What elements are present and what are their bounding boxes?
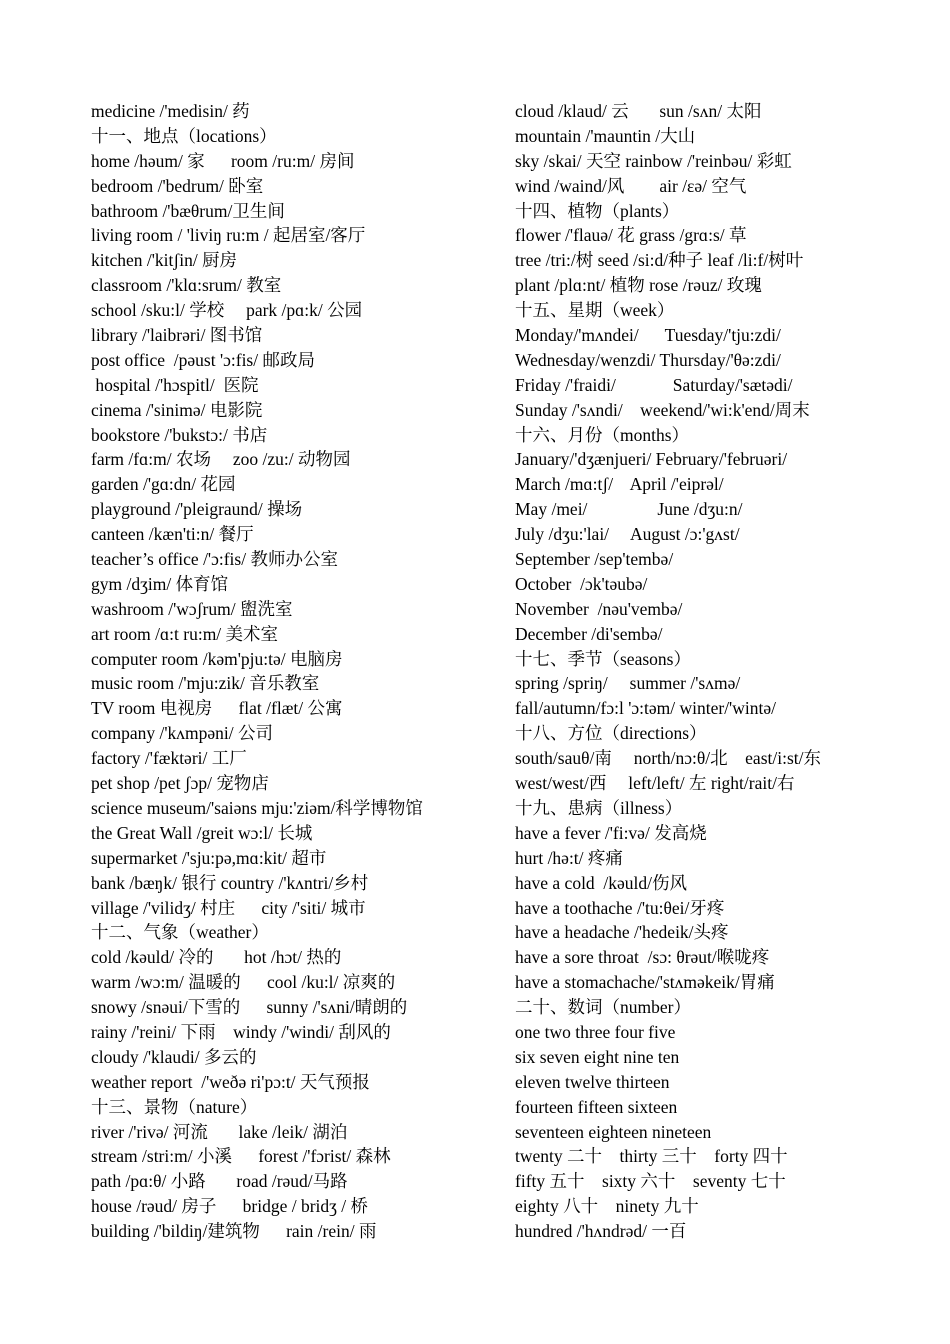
- vocabulary-line: hundred /'hʌndrəd/ 一百: [515, 1221, 687, 1242]
- vocabulary-line: house /rəud/ 房子 bridge / bridʒ / 桥: [91, 1196, 369, 1217]
- vocabulary-line: October /ɔk'təubə/: [515, 573, 648, 594]
- vocabulary-line: pet shop /pet ʃɔp/ 宠物店: [91, 773, 269, 794]
- vocabulary-line: mountain /'mauntin /大山: [515, 125, 696, 146]
- vocabulary-line: have a toothache /'tu:θei/牙疼: [515, 897, 725, 918]
- vocabulary-line: cinema /'sinimə/ 电影院: [91, 399, 263, 420]
- left-column: [91, 99, 501, 1244]
- vocabulary-line: art room /ɑ:t ru:m/ 美术室: [91, 623, 279, 644]
- vocabulary-line: medicine /'medisin/ 药: [91, 101, 250, 121]
- vocabulary-line: warm /wɔ:m/ 温暖的 cool /ku:l/ 凉爽的: [91, 972, 396, 993]
- vocabulary-line: bedroom /'bedrum/ 卧室: [91, 175, 264, 196]
- vocabulary-line: playground /'pleigraund/ 操场: [91, 499, 303, 520]
- vocabulary-line: one two three four five: [515, 1021, 676, 1042]
- vocabulary-line: flower /'flauə/ 花 grass /grɑ:s/ 草: [515, 225, 747, 246]
- vocabulary-line: Sunday /'sʌndi/ weekend/'wi:k'end/周末: [515, 399, 810, 420]
- vocabulary-line: library /'laibrəri/ 图书馆: [91, 325, 263, 346]
- vocabulary-line: sky /skai/ 天空 rainbow /'reinbəu/ 彩虹: [515, 150, 792, 171]
- vocabulary-line: music room /'mju:zik/ 音乐教室: [91, 673, 320, 694]
- vocabulary-line: hurt /hə:t/ 疼痛: [515, 847, 623, 868]
- vocabulary-line: have a fever /'fi:və/ 发高烧: [515, 822, 707, 843]
- vocabulary-line: snowy /snəui/下雪的 sunny /'sʌni/晴朗的: [91, 997, 408, 1018]
- vocabulary-line: 十六、月份（months）: [515, 424, 690, 445]
- vocabulary-line: twenty 二十 thirty 三十 forty 四十: [515, 1146, 788, 1167]
- vocabulary-line: teacher’s office /'ɔ:fis/ 教师办公室: [91, 549, 338, 570]
- vocabulary-line: hospital /'hɔspitl/ 医院: [91, 374, 259, 395]
- vocabulary-line: 十九、患病（illness）: [515, 797, 683, 818]
- vocabulary-line: factory /'fæktəri/ 工厂: [91, 748, 247, 769]
- vocabulary-line: building /'bildiŋ/建筑物 rain /rein/ 雨: [91, 1221, 377, 1242]
- vocabulary-line: 十五、星期（week）: [515, 300, 675, 321]
- vocabulary-line: river /'rivə/ 河流 lake /leik/ 湖泊: [91, 1121, 348, 1142]
- vocabulary-line: rainy /'reini/ 下雨 windy /'windi/ 刮风的: [91, 1021, 391, 1042]
- vocabulary-line: 十八、方位（directions）: [515, 723, 707, 744]
- vocabulary-line: wind /waind/风 air /εə/ 空气: [515, 175, 747, 196]
- vocabulary-line: eighty 八十 ninety 九十: [515, 1196, 699, 1217]
- vocabulary-line: cloudy /'klaudi/ 多云的: [91, 1046, 257, 1067]
- vocabulary-line: school /sku:l/ 学校 park /pɑ:k/ 公园: [91, 300, 363, 321]
- vocabulary-line: cloud /klaud/ 云 sun /sʌn/ 太阳: [515, 101, 762, 121]
- vocabulary-line: November /nəu'vembə/: [515, 598, 683, 619]
- vocabulary-line: path /pɑ:θ/ 小路 road /rəud/马路: [91, 1171, 348, 1192]
- vocabulary-line: eleven twelve thirteen: [515, 1071, 670, 1092]
- vocabulary-line: south/sauθ/南 north/nɔ:θ/北 east/i:st/东: [515, 748, 821, 769]
- vocabulary-line: seventeen eighteen nineteen: [515, 1121, 712, 1142]
- vocabulary-line: company /'kʌmpəni/ 公司: [91, 723, 274, 744]
- vocabulary-line: weather report /'weðə ri'pɔ:t/ 天气预报: [91, 1071, 370, 1092]
- vocabulary-line: spring /spriŋ/ summer /'sʌmə/: [515, 673, 741, 694]
- vocabulary-line: six seven eight nine ten: [515, 1046, 680, 1067]
- vocabulary-line: computer room /kəm'pju:tə/ 电脑房: [91, 648, 343, 669]
- vocabulary-line: January/'dʒænjueri/ February/'februəri/: [515, 449, 788, 470]
- vocabulary-line: May /mei/ June /dʒu:n/: [515, 499, 743, 520]
- vocabulary-line: 十七、季节（seasons）: [515, 648, 691, 669]
- vocabulary-line: washroom /'wɔʃrum/ 盥洗室: [91, 598, 293, 619]
- vocabulary-line: west/west/西 left/left/ 左 right/rait/右: [515, 773, 795, 794]
- vocabulary-line: Monday/'mʌndei/ Tuesday/'tju:zdi/: [515, 325, 781, 346]
- vocabulary-line: have a stomachache/'stʌməkeik/胃痛: [515, 972, 775, 993]
- vocabulary-line: fourteen fifteen sixteen: [515, 1096, 678, 1117]
- vocabulary-line: plant /plɑ:nt/ 植物 rose /rəuz/ 玫瑰: [515, 275, 762, 296]
- vocabulary-line: 十三、景物（nature）: [91, 1096, 258, 1117]
- vocabulary-line: 十二、气象（weather）: [91, 922, 269, 943]
- vocabulary-line: July /dʒu:'lai/ August /ɔ:'gʌst/: [515, 524, 740, 545]
- vocabulary-line: fall/autumn/fɔ:l 'ɔ:təm/ winter/'wintə/: [515, 698, 776, 719]
- vocabulary-line: science museum/'saiəns mju:'ziəm/科学博物馆: [91, 797, 423, 818]
- vocabulary-line: December /di'sembə/: [515, 623, 663, 644]
- vocabulary-line: canteen /kæn'ti:n/ 餐厅: [91, 524, 254, 545]
- vocabulary-line: kitchen /'kitʃin/ 厨房: [91, 250, 238, 271]
- vocabulary-line: 二十、数词（number）: [515, 997, 691, 1018]
- right-column: [515, 99, 935, 1244]
- vocabulary-line: stream /stri:m/ 小溪 forest /'fɔrist/ 森林: [91, 1146, 391, 1167]
- vocabulary-line: Wednesday/wenzdi/ Thursday/'θə:zdi/: [515, 349, 781, 370]
- vocabulary-line: have a cold /kəuld/伤风: [515, 872, 688, 893]
- vocabulary-line: the Great Wall /greit wɔ:l/ 长城: [91, 822, 313, 843]
- vocabulary-line: March /mɑ:tʃ/ April /'eiprəl/: [515, 474, 724, 495]
- vocabulary-line: cold /kəuld/ 冷的 hot /hɔt/ 热的: [91, 947, 342, 968]
- vocabulary-line: 十一、地点（locations）: [91, 125, 277, 146]
- vocabulary-line: have a sore throat /sɔ: θrəut/喉咙疼: [515, 947, 770, 968]
- vocabulary-line: living room / 'liviŋ ru:m / 起居室/客厅: [91, 225, 366, 246]
- vocabulary-line: village /'vilidʒ/ 村庄 city /'siti/ 城市: [91, 897, 366, 918]
- vocabulary-line: post office /pəust 'ɔ:fis/ 邮政局: [91, 349, 315, 370]
- vocabulary-line: have a headache /'hedeik/头疼: [515, 922, 729, 943]
- vocabulary-line: bookstore /'bukstɔ:/ 书店: [91, 424, 268, 445]
- vocabulary-line: fifty 五十 sixty 六十 seventy 七十: [515, 1171, 786, 1192]
- vocabulary-line: gym /dʒim/ 体育馆: [91, 573, 229, 594]
- vocabulary-line: TV room 电视房 flat /flæt/ 公寓: [91, 698, 343, 719]
- vocabulary-line: Friday /'fraidi/ Saturday/'sætədi/: [515, 374, 793, 395]
- vocabulary-line: bank /bæŋk/ 银行 country /'kʌntri/乡村: [91, 872, 369, 893]
- vocabulary-line: 十四、植物（plants）: [515, 200, 680, 221]
- vocabulary-line: September /sep'tembə/: [515, 549, 674, 570]
- vocabulary-line: classroom /'klɑ:srum/ 教室: [91, 275, 282, 296]
- vocabulary-line: garden /'gɑ:dn/ 花园: [91, 474, 236, 495]
- vocabulary-line: tree /tri:/树 seed /si:d/种子 leaf /li:f/树叶: [515, 250, 804, 271]
- vocabulary-line: supermarket /'sju:pə,mɑ:kit/ 超市: [91, 847, 327, 868]
- vocabulary-line: farm /fɑ:m/ 农场 zoo /zu:/ 动物园: [91, 449, 351, 470]
- vocabulary-line: bathroom /'bæθrum/卫生间: [91, 200, 285, 221]
- vocabulary-line: home /həum/ 家 room /ru:m/ 房间: [91, 150, 355, 171]
